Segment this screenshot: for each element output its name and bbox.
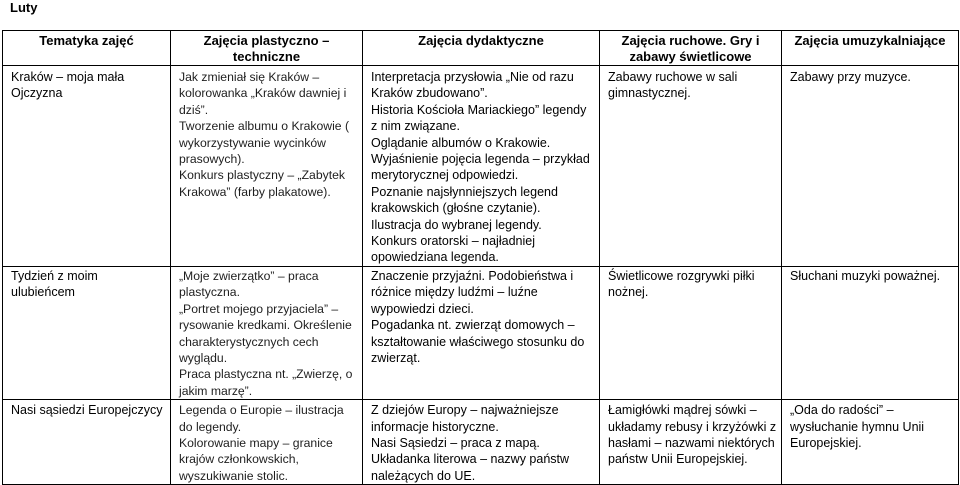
cell-line: merytorycznej odpowiedzi. bbox=[371, 168, 519, 183]
cell-line: wyszukiwanie stolic. bbox=[179, 468, 289, 483]
header-didactic bbox=[363, 31, 600, 66]
cell-line: należących do UE. bbox=[371, 468, 476, 483]
cell-didactic bbox=[363, 400, 600, 485]
cell-line: Zabawy przy muzyce. bbox=[790, 70, 911, 84]
cell-line: informacje historyczne. bbox=[371, 419, 499, 434]
header-line: Zajęcia ruchowe. Gry i bbox=[621, 33, 760, 48]
cell-line: rysowanie kredkami. Określenie bbox=[179, 318, 352, 333]
cell-line: hasłami – nazwami niektórych bbox=[608, 435, 775, 450]
cell-line: do legendy. bbox=[179, 419, 242, 434]
cell-line: Interpretacja przysłowia „Nie od razu bbox=[371, 70, 574, 84]
header-music bbox=[782, 31, 959, 66]
cell-line: wypowiedzi dzieci. bbox=[371, 301, 474, 316]
cell-art bbox=[171, 400, 363, 485]
header-art bbox=[171, 31, 363, 66]
table-header-row bbox=[3, 31, 959, 66]
cell-line: różnice między ludźmi – luźne bbox=[371, 285, 538, 300]
cell-line: nożnej. bbox=[608, 285, 649, 300]
cell-line: Świetlicowe rozgrywki piłki bbox=[608, 268, 755, 283]
cell-line: Legenda o Europie – ilustracja bbox=[179, 403, 344, 418]
cell-music bbox=[782, 66, 959, 267]
cell-line: wysłuchanie hymnu Unii bbox=[790, 419, 925, 434]
page-title: Luty bbox=[10, 0, 38, 15]
cell-line: z nim związane. bbox=[371, 119, 460, 134]
header-topic bbox=[3, 31, 171, 66]
header-line: Zajęcia plastyczno – bbox=[203, 33, 330, 48]
cell-line: Oglądanie albumów o Krakowie. bbox=[371, 135, 551, 150]
cell-didactic bbox=[363, 266, 600, 399]
cell-line: krakowskich (głośne czytanie). bbox=[371, 201, 541, 216]
cell-line: Kraków zbudowano”. bbox=[371, 86, 488, 101]
cell-line: „Oda do radości” – bbox=[790, 403, 894, 418]
table-row bbox=[3, 66, 959, 267]
cell-didactic bbox=[363, 66, 600, 267]
cell-line: gimnastycznej. bbox=[608, 86, 691, 101]
cell-line: Konkurs plastyczny – „Zabytek bbox=[179, 168, 345, 183]
cell-line: Kraków – moja mała bbox=[11, 70, 125, 84]
table-row bbox=[3, 400, 959, 485]
cell-line: „Portret mojego przyjaciela” – bbox=[179, 301, 339, 316]
cell-line: Nasi sąsiedzi Europejczycy bbox=[11, 403, 163, 418]
cell-line: dziś”. bbox=[179, 102, 209, 117]
cell-line: Zabawy ruchowe w sali bbox=[608, 70, 738, 84]
cell-topic bbox=[3, 400, 171, 485]
cell-line: Europejskiej. bbox=[790, 435, 862, 450]
lesson-plan-table bbox=[2, 30, 959, 485]
cell-line: wyglądu. bbox=[179, 350, 228, 365]
cell-topic bbox=[3, 66, 171, 267]
cell-line: krajów członkowskich, bbox=[179, 452, 299, 467]
cell-line: ulubieńcem bbox=[11, 285, 75, 300]
cell-line: plastyczna. bbox=[179, 285, 240, 300]
cell-line: Słuchani muzyki poważnej. bbox=[790, 268, 941, 283]
cell-line: Tworzenie albumu o Krakowie ( bbox=[179, 119, 350, 134]
cell-line: Jak zmieniał się Kraków – bbox=[179, 70, 320, 84]
cell-line: Konkurs oratorski – najładniej bbox=[371, 234, 535, 249]
cell-line: Układanka literowa – nazwy państw bbox=[371, 452, 570, 467]
cell-line: opowiedziana legenda. bbox=[371, 250, 499, 265]
header-line: techniczne bbox=[232, 49, 301, 64]
cell-movement bbox=[600, 66, 782, 267]
header-line: Zajęcia dydaktyczne bbox=[418, 33, 544, 48]
cell-line: kształtowanie właściwego stosunku do bbox=[371, 334, 585, 349]
table-row bbox=[3, 266, 959, 399]
cell-art bbox=[171, 66, 363, 267]
cell-line: Kolorowanie mapy – granice bbox=[179, 435, 333, 450]
cell-line: jakim marzę”. bbox=[179, 383, 253, 398]
cell-line: wykorzystywanie wycinków bbox=[179, 135, 326, 150]
cell-art bbox=[171, 266, 363, 399]
cell-line: Z dziejów Europy – najważniejsze bbox=[371, 403, 559, 418]
cell-movement bbox=[600, 266, 782, 399]
cell-music bbox=[782, 400, 959, 485]
cell-topic bbox=[3, 266, 171, 399]
header-line: zabawy świetlicowe bbox=[629, 49, 752, 64]
cell-line: państw Unii Europejskiej. bbox=[608, 452, 748, 467]
cell-line: Pogadanka nt. zwierząt domowych – bbox=[371, 318, 575, 333]
header-line: Tematyka zajęć bbox=[39, 33, 134, 48]
cell-line: „Moje zwierzątko” – praca bbox=[179, 268, 319, 283]
cell-line: kolorowanka „Kraków dawniej i bbox=[179, 86, 347, 101]
cell-music bbox=[782, 266, 959, 399]
cell-line: zwierząt. bbox=[371, 350, 421, 365]
header-movement bbox=[600, 31, 782, 66]
cell-line: Wyjaśnienie pojęcia legenda – przykład bbox=[371, 152, 590, 167]
cell-line: Krakowa” (farby plakatowe). bbox=[179, 184, 331, 199]
cell-line: Ilustracja do wybranej legendy. bbox=[371, 217, 542, 232]
cell-line: charakterystycznych cech bbox=[179, 334, 319, 349]
cell-line: układamy rebusy i krzyżówki z bbox=[608, 419, 777, 434]
cell-line: Praca plastyczna nt. „Zwierzę, o bbox=[179, 367, 353, 382]
cell-line: Tydzień z moim bbox=[11, 268, 98, 283]
cell-line: Znaczenie przyjaźni. Podobieństwa i bbox=[371, 268, 574, 283]
cell-line: Historia Kościoła Mariackiego” legendy bbox=[371, 102, 587, 117]
cell-line: Łamigłówki mądrej sówki – bbox=[608, 403, 757, 418]
cell-line: Nasi Sąsiedzi – praca z mapą. bbox=[371, 435, 540, 450]
cell-line: Ojczyzna bbox=[11, 86, 63, 101]
cell-line: Poznanie najsłynniejszych legend bbox=[371, 184, 558, 199]
cell-movement bbox=[600, 400, 782, 485]
header-line: Zajęcia umuzykalniające bbox=[794, 33, 946, 48]
cell-line: prasowych). bbox=[179, 152, 245, 167]
